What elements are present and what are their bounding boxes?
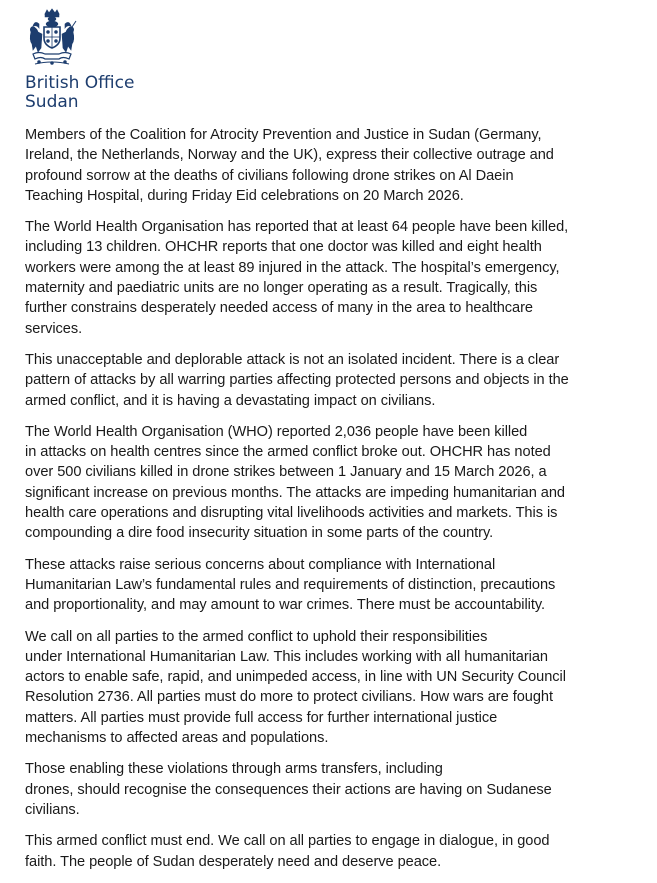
text-line: matters. All parties must provide full access for further international justice bbox=[25, 709, 498, 726]
text-line: We call on all parties to the armed conflict to uphold their responsibilities bbox=[25, 628, 488, 645]
paragraph-2 bbox=[25, 217, 630, 339]
text-line: This armed conflict must end. We call on all parties to engage in dialogue, in good bbox=[25, 833, 550, 850]
statement-body bbox=[25, 125, 630, 883]
text-line: maternity and paediatric units are no longer operating as a result. Tragically, this bbox=[25, 280, 538, 297]
text-line: including 13 children. OHCHR reports that one doctor was killed and eight health bbox=[25, 239, 542, 256]
paragraph-6 bbox=[25, 627, 630, 749]
text-line: over 500 civilians killed in drone strikes between 1 January and 15 March 2026, a bbox=[25, 464, 547, 481]
paragraph-7 bbox=[25, 759, 630, 820]
letterhead bbox=[25, 8, 225, 112]
text-line: under International Humanitarian Law. This includes working with all humanitarian bbox=[25, 648, 548, 665]
text-line: actors to enable safe, rapid, and unimpeded access, in line with UN Security Council bbox=[25, 669, 566, 686]
text-line: compounding a dire food insecurity situation in some parts of the country. bbox=[25, 525, 494, 542]
text-line: The World Health Organisation (WHO) reported 2,036 people have been killed bbox=[25, 423, 528, 440]
paragraph-3 bbox=[25, 350, 630, 411]
text-line: Resolution 2736. All parties must do more to protect civilians. How wars are fought bbox=[25, 689, 553, 706]
text-line: These attacks raise serious concerns about compliance with International bbox=[25, 556, 496, 573]
text-line: drones, should recognise the consequences their actions are having on Sudanese bbox=[25, 781, 552, 798]
paragraph-4 bbox=[25, 422, 630, 544]
paragraph-5 bbox=[25, 555, 630, 616]
paragraph-1 bbox=[25, 125, 630, 206]
office-name bbox=[25, 74, 225, 112]
text-line: Ireland, the Netherlands, Norway and the UK), express their collective outrage and bbox=[25, 147, 554, 164]
text-line: profound sorrow at the deaths of civilians following drone strikes on Al Daein bbox=[25, 167, 514, 184]
text-line: workers were among the at least 89 injured in the attack. The hospital’s emergency, bbox=[25, 259, 560, 276]
text-line: Members of the Coalition for Atrocity Prevention and Justice in Sudan (Germany, bbox=[25, 127, 542, 143]
text-line: pattern of attacks by all warring parties affecting protected persons and objects in the bbox=[25, 372, 569, 389]
royal-coat-of-arms-icon bbox=[25, 8, 79, 66]
text-line: armed conflict, and it is having a devastating impact on civilians. bbox=[25, 392, 436, 409]
office-name-line-1: British Office bbox=[25, 73, 135, 93]
text-line: civilians. bbox=[25, 801, 80, 818]
paragraph-8 bbox=[25, 831, 630, 872]
text-line: Teaching Hospital, during Friday Eid celebrations on 20 March 2026. bbox=[25, 187, 464, 204]
text-line: and proportionality, and may amount to war crimes. There must be accountability. bbox=[25, 597, 546, 614]
text-line: further constrains desperately needed access of many in the area to healthcare bbox=[25, 300, 533, 317]
text-line: in attacks on health centres since the armed conflict broke out. OHCHR has noted bbox=[25, 444, 551, 461]
text-line: Humanitarian Law’s fundamental rules and requirements of distinction, precautions bbox=[25, 576, 556, 593]
text-line: faith. The people of Sudan desperately need and deserve peace. bbox=[25, 853, 442, 870]
text-line: Those enabling these violations through arms transfers, including bbox=[25, 761, 443, 778]
text-line: This unacceptable and deplorable attack is not an isolated incident. There is a clear bbox=[25, 351, 560, 368]
text-line: significant increase on previous months. The attacks are impeding humanitarian and bbox=[25, 484, 565, 501]
text-line: services. bbox=[25, 320, 83, 337]
text-line: mechanisms to affected areas and populations. bbox=[25, 730, 329, 747]
text-line: health care operations and disrupting vital livelihoods activities and markets. This is bbox=[25, 505, 558, 522]
office-name-line-2: Sudan bbox=[25, 92, 79, 112]
text-line: The World Health Organisation has reported that at least 64 people have been killed, bbox=[25, 219, 569, 236]
